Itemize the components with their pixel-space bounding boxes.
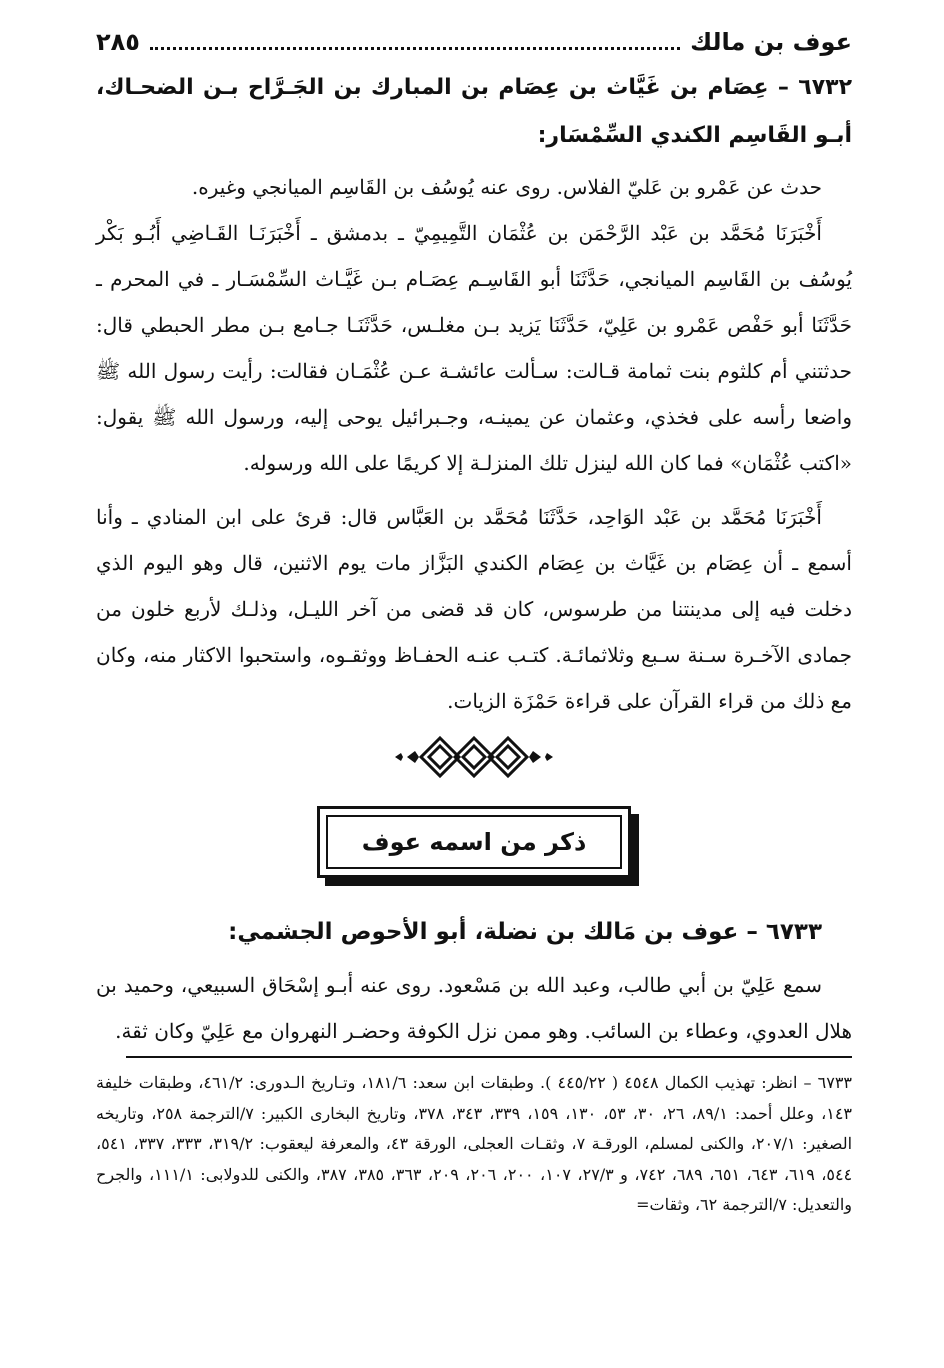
header-dot-leader — [150, 29, 680, 50]
entry-title-6732: ٦٧٣٢ – عِصَام بن غَيَّاث بن عِصَام بن المبارك بن الجَـرَّاح بـن الضحـاك، أبـو القَاسِم الكندي السِّمْسَار: — [96, 75, 852, 148]
page-number: ٢٨٥ — [96, 28, 140, 56]
section-heading: ذكر من اسمه عوف — [326, 815, 623, 869]
entry-6733-paragraph: سمع عَلِيّ بن أبي طالب، وعبد الله بن مَسْعود. روى عنه أبـو إسْحَاق السبيعي، وحميد بن هلال العدوي، وعطاء بن السائب. وهو ممن نزل الكوفة وحضـر النهروان مع عَلِيّ وكان ثقة. — [96, 973, 852, 1043]
section-heading-frame — [96, 806, 852, 878]
section-ornament — [96, 734, 852, 784]
header-title: عوف بن مالك — [690, 28, 852, 56]
book-page — [96, 28, 852, 1348]
footnote-separator — [126, 1056, 852, 1058]
diamond-ornament-icon — [389, 734, 559, 780]
entry-title-6733: ٦٧٣٣ – عوف بن مَالك بن نضلة، أبو الأحوص الجشمي: — [228, 919, 822, 945]
entry-6732-paragraph-2: أَخْبَرَنَا مُحَمَّد بن عَبْد الرَّحْمَن بن عُثْمَان التَّمِيمِيّ ـ بدمشق ـ أَخْبَرَنَـا القَـاضِي أَبُـو بَكْر يُوسُف بن القَاسِم الميانجي، حَدَّثَنَا أبو القَاسِـم عِصَـام بـن غَيَّـاث السِّمْسَـار ـ في المحرم ـ حَدَّثَنَا أبو حَفْص عَمْرو بن عَلِيّ، حَدَّثَنَا يَزيد بـن مغلـس، حَدَّثَنَـا جـامع بـن مطر الحبطي قال: حدثتني أم كلثوم بنت ثمامة قـالت: سـألت عائشـة عـن عُثْمَـان فقالت: رأيت رسول الله ﷺ واضعا رأسه على فخذي، وعثمان عن يمينـه، وجـبرائيل يوحى إليه، ورسول الله ﷺ يقول: «اكتب عُثْمَان» فما كان الله لينزل تلك المنزلـة إلا كريمًا على الله ورسوله. — [96, 221, 852, 475]
running-header — [96, 28, 852, 64]
entry-6732-paragraph-3: أَخْبَرَنَا مُحَمَّد بن عَبْد الوَاحِد، حَدَّثَنَا مُحَمَّد بن العَبَّاس قال: قرئ على ابن المنادي ـ وأنا أسمع ـ أن عِصَام بن غَيَّاث بن عِصَام الكندي البَزَّاز مات يوم الاثنين، قال وهو اليوم الذي دخلت فيه إلى مدينتنا من طرسوس، كان قد قضى من آخر الليـل، وذلـك لأربع خلون من جمادى الآخـرة سـنة سـبع وثلاثمائـة. كتـب عنـه الحفـاظ ووثقـوه، واستحبوا الاكثار منه، وكان مع ذلك من قراء القرآن على قراءة حَمْزَة الزيات. — [96, 505, 852, 713]
footnote-6733: ٦٧٣٣ – انظر: تهذيب الكمال ٤٥٤٨ ( ٤٤٥/٢٢ ). وطبقات ابن سعد: ١٨١/٦، وتـاريخ الـدورى: ٤٦١/٢، وطبقات خليفة ١٤٣، وعلل أحمد: ٨٩/١، ٢٦، ٣٠، ٥٣، ١٣٠، ١٥٩، ٣٣٩، ٣٤٣، ٣٧٨، وتاريخ البخارى الكبير: ٧/الترجمة ٢٥٨، وتاريخه الصغير: ٢٠٧/١، والكنى لمسلم، الورقـة ٧، وثقـات العجلى، الورقة ٤٣، والمعرفة ليعقوب: ٣١٩/٢، ٣٣٣، ٣٣٧، ٥٤١، ٥٤٤، ٦١٩، ٦٤٣، ٦٥١، ٦٨٩، ٧٤٢، و ٢٧/٣، ١٠٧، ٢٠٠، ٢٠٦، ٢٠٩، ٣٦٣، ٣٨٥، ٣٨٧، والكنى للدولابى: ١١١/١، والجرح والتعديل: ٧/الترجمة ٦٢، وثقات= — [96, 1073, 853, 1214]
entry-6732-paragraph-1: حدث عن عَمْرو بن عَليّ الفلاس. روى عنه يُوسُف بن القَاسِم الميانجي وغيره. — [191, 175, 822, 199]
section-heading-box — [317, 806, 632, 878]
